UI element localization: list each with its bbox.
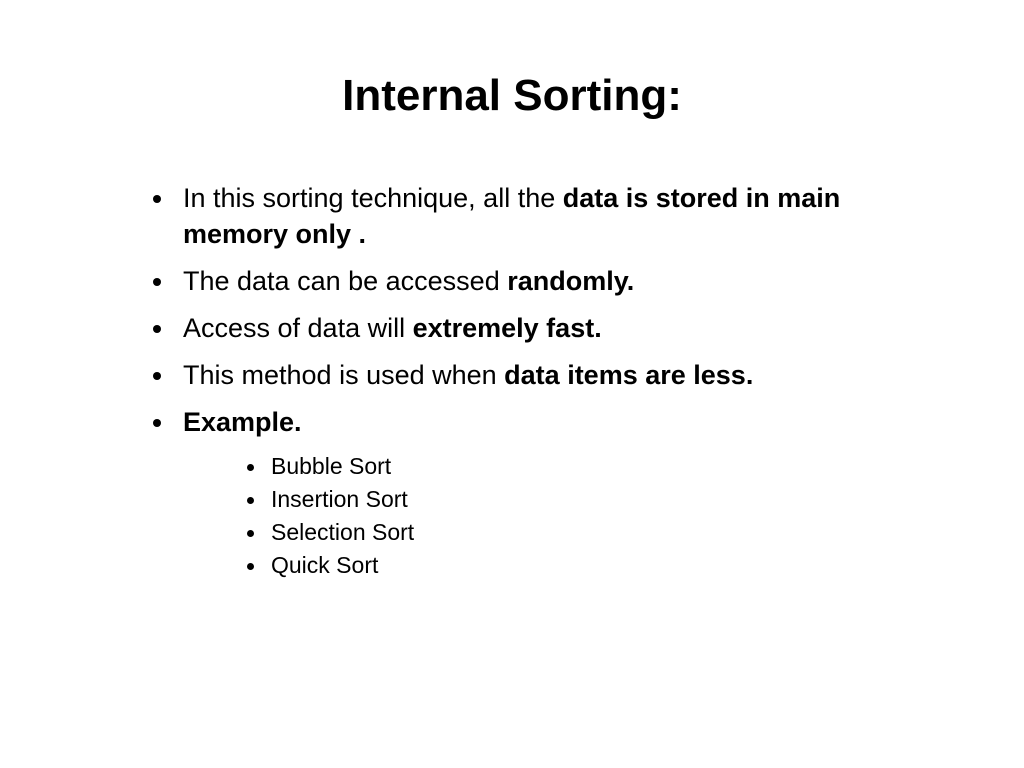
bullet-emphasis: data is stored in main memory only . — [183, 183, 841, 249]
bullet-icon — [153, 419, 161, 427]
example-item — [244, 516, 414, 549]
bullet-emphasis: Example. — [183, 407, 302, 437]
bullet-list — [150, 180, 950, 451]
bullet-icon — [247, 497, 254, 504]
bullet-icon — [153, 372, 161, 380]
bullet-emphasis: randomly. — [507, 266, 635, 296]
example-text: Selection Sort — [271, 519, 415, 545]
bullet-icon — [153, 195, 161, 203]
bullet-icon — [247, 530, 254, 537]
bullet-item — [150, 357, 950, 393]
bullet-icon — [247, 464, 254, 471]
example-text: Bubble Sort — [271, 453, 392, 479]
example-item — [244, 450, 414, 483]
bullet-emphasis: data items are less. — [504, 360, 754, 390]
example-item — [244, 483, 414, 516]
bullet-text: The data can be accessed — [183, 266, 508, 296]
example-item — [244, 549, 414, 582]
example-text: Quick Sort — [271, 552, 379, 578]
bullet-text: This method is used when — [183, 360, 505, 390]
example-text: Insertion Sort — [271, 486, 408, 512]
bullet-text: Access of data will — [183, 313, 413, 343]
slide-title: Internal Sorting: — [342, 71, 682, 120]
bullet-item — [150, 180, 950, 252]
bullet-icon — [153, 278, 161, 286]
bullet-icon — [153, 325, 161, 333]
bullet-icon — [247, 563, 254, 570]
example-list — [244, 450, 414, 582]
bullet-emphasis: extremely fast. — [412, 313, 602, 343]
bullet-item — [150, 310, 950, 346]
bullet-item — [150, 263, 950, 299]
bullet-item — [150, 404, 950, 440]
bullet-text: In this sorting technique, all the — [183, 183, 563, 213]
